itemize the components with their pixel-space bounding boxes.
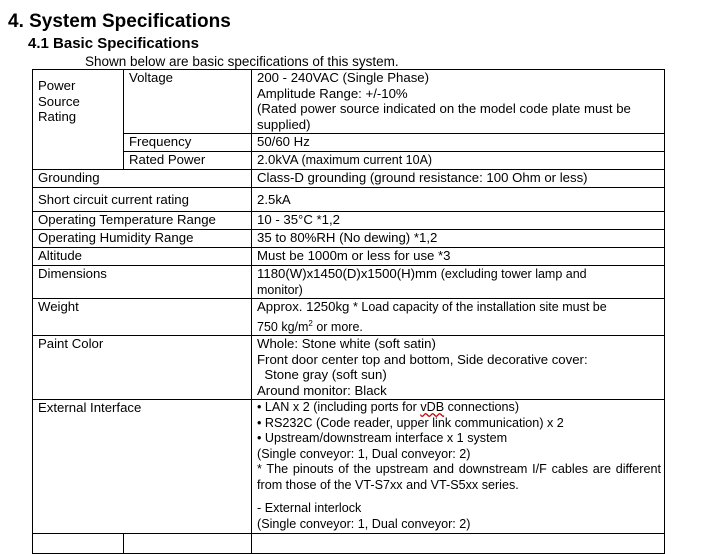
voltage-label: Voltage (124, 70, 252, 134)
external-interface-value: • LAN x 2 (including ports for vDB connections) • RS232C (Code reader, upper link communication) x 2 • Upstream/downstream interface x 1 system (Single conveyor: 1, Dual conveyor: 2) * The pinouts of the upstream and downstream I/F cables are different from those of the VT-S7xx and VT-S5xx series. - External interlock (Single conveyor: 1, Dual conveyor: 2) (252, 400, 665, 534)
intro-text: Shown below are basic specifications of this system. (85, 54, 399, 69)
voltage-value: 200 - 240VAC (Single Phase) Amplitude Range: +/-10% (Rated power source indicated on the model code plate must be supplied) (252, 70, 665, 134)
paint-color-label: Paint Color (33, 336, 252, 400)
rated-power-label: Rated Power (124, 152, 252, 170)
dimensions-value: 1180(W)x1450(D)x1500(H)mm (excluding tower lamp and monitor) (252, 266, 665, 299)
operating-humidity-value: 35 to 80%RH (No dewing) *1,2 (252, 230, 665, 248)
frequency-value: 50/60 Hz (252, 134, 665, 152)
table-row (33, 248, 665, 266)
dimensions-label: Dimensions (33, 266, 252, 299)
operating-humidity-label: Operating Humidity Range (33, 230, 252, 248)
paint-color-value: Whole: Stone white (soft satin) Front door center top and bottom, Side decorative cover: Stone gray (soft sun) Around monitor: Black (252, 336, 665, 400)
table-row (33, 134, 665, 152)
grounding-label: Grounding (33, 170, 252, 188)
subsection-heading: 4.1 Basic Specifications (28, 35, 199, 52)
table-row (33, 336, 665, 400)
power-source-group-label: Power Source Rating (33, 70, 124, 170)
rated-power-value: 2.0kVA (maximum current 10A) (252, 152, 665, 170)
short-circuit-label: Short circuit current rating (33, 188, 252, 212)
table-row (33, 266, 665, 299)
table-row (33, 212, 665, 230)
short-circuit-value: 2.5kA (252, 188, 665, 212)
operating-temperature-label: Operating Temperature Range (33, 212, 252, 230)
altitude-label: Altitude (33, 248, 252, 266)
table-cell (252, 534, 665, 554)
section-heading: 4. System Specifications (8, 11, 231, 32)
table-row (33, 170, 665, 188)
weight-value: Approx. 1250kg * Load capacity of the installation site must be 750 $kg/m^2$ or more. (252, 299, 665, 336)
spec-table (32, 69, 665, 554)
grounding-value: Class-D grounding (ground resistance: 100 Ohm or less) (252, 170, 665, 188)
operating-temperature-value: 10 - 35°C *1,2 (252, 212, 665, 230)
frequency-label: Frequency (124, 134, 252, 152)
table-row (33, 152, 665, 170)
table-row (33, 299, 665, 336)
table-row (33, 230, 665, 248)
table-row (33, 70, 665, 134)
altitude-value: Must be 1000m or less for use *3 (252, 248, 665, 266)
weight-label: Weight (33, 299, 252, 336)
table-row (33, 400, 665, 534)
external-interface-label: External Interface (33, 400, 252, 534)
table-cell (124, 534, 252, 554)
table-row (33, 188, 665, 212)
table-row (33, 534, 665, 554)
table-cell (33, 534, 124, 554)
